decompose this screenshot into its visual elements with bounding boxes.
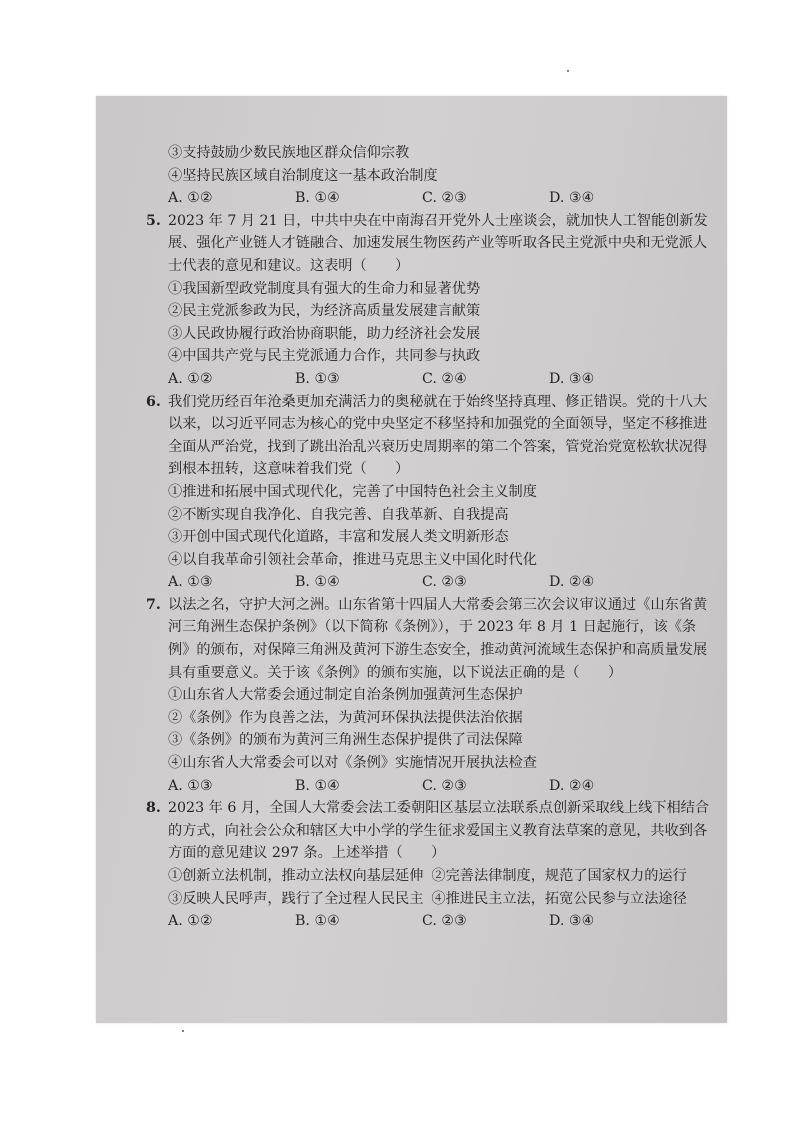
q6-choice-b: B. ①④: [295, 574, 340, 591]
q5-choice-c: C. ②④: [422, 370, 467, 387]
statement-item: ②民主党派参政为民，为经济高质量发展建言献策: [168, 303, 481, 320]
question-6: [146, 391, 716, 481]
q8-choices: [146, 910, 716, 933]
statement-item: ④中国共产党与民主党派通力合作，共同参与执政: [168, 348, 481, 365]
scan-speck: [567, 70, 569, 72]
question-number: 7.: [146, 596, 161, 613]
exam-content: [146, 142, 716, 933]
question-stem: 以法之名，守护大河之洲。山东省第十四届人大常委会第三次会议审议通过《山东省黄河三角洲生态保护条例》（以下简称《条例》），于 2023 年 8 月 1 日起施行，该《条例》的颁布，对保障三角洲及黄河下游生态安全，推动黄河流域生态保护和高质量发展具有重要意义。关于该《条例》的颁布实施，以下说法正确的是（ ）: [168, 596, 708, 681]
q7-choice-c: C. ②③: [422, 777, 467, 794]
statement-pair: [146, 888, 716, 911]
q5-choice-d: D. ③④: [549, 370, 595, 387]
q8-choice-d: D. ③④: [549, 913, 595, 930]
q7-choices: [146, 775, 716, 798]
q8-choice-c: C. ②③: [422, 913, 467, 930]
statement-item: ②不断实现自我净化、自我完善、自我革新、自我提高: [168, 506, 509, 523]
question-number: 5.: [146, 212, 161, 229]
statement-item: ③《条例》的颁布为黄河三角洲生态保护提供了司法保障: [168, 732, 523, 749]
q4-choices: [146, 187, 716, 210]
statement-pair: [146, 865, 716, 888]
q4-choice-b: B. ①④: [295, 190, 340, 207]
scan-speck: [182, 1030, 184, 1032]
q4-choice-a: A. ①②: [168, 190, 213, 207]
statement-item: ②完善法律制度，规范了国家权力的运行: [431, 868, 687, 884]
statement-item: ③开创中国式现代化道路，丰富和发展人类文明新形态: [168, 529, 509, 546]
question-8: [146, 797, 716, 865]
statement-item: ④以自我革命引领社会革命，推进马克思主义中国化时代化: [168, 551, 537, 568]
q8-choice-b: B. ①④: [295, 913, 340, 930]
q4-choice-d: D. ③④: [549, 190, 595, 207]
question-7: [146, 594, 716, 684]
statement-item: ②《条例》作为良善之法，为黄河环保执法提供法治依据: [168, 709, 523, 726]
statement-item: ①推进和拓展中国式现代化，完善了中国特色社会主义制度: [168, 483, 537, 500]
question-number: 8.: [146, 800, 161, 817]
q8-choice-a: A. ①②: [168, 913, 213, 930]
exam-page-photo: [96, 96, 727, 1023]
q7-choice-d: D. ②④: [549, 777, 595, 794]
q4-choice-c: C. ②③: [422, 190, 467, 207]
q6-choices: [146, 571, 716, 594]
q5-choice-a: A. ①②: [168, 370, 213, 387]
q6-choice-c: C. ②③: [422, 574, 467, 591]
question-stem: 2023 年 7 月 21 日，中共中央在中南海召开党外人士座谈会，就加快人工智能创新发展、强化产业链人才链融合、加速发展生物医药产业等听取各民主党派中央和无党派人士代表的意见和建议。这表明（ ）: [168, 212, 708, 274]
statement-item: ①我国新型政党制度具有强大的生命力和显著优势: [168, 280, 481, 297]
q7-choice-b: B. ①④: [295, 777, 340, 794]
statement-item: ①山东省人大常委会通过制定自治条例加强黄河生态保护: [168, 687, 523, 704]
statement-item: ③人民政协履行政治协商职能，助力经济社会发展: [168, 325, 481, 342]
question-5: [146, 210, 716, 278]
q6-choice-d: D. ②④: [549, 574, 595, 591]
statement-item: ④推进民主立法，拓宽公民参与立法途径: [431, 890, 687, 907]
statement-item: ④山东省人大常委会可以对《条例》实施情况开展执法检查: [168, 755, 537, 772]
q4-option-item-3: ③支持鼓励少数民族地区群众信仰宗教: [168, 145, 410, 161]
question-stem: 2023 年 6 月，全国人大常委会法工委朝阳区基层立法联系点创新采取线上线下相结合的方式，向社会公众和辖区大中小学的学生征求爱国主义教育法草案的意见，共收到各方面的意见建议 297 条。上述举措（ ）: [168, 800, 710, 862]
q6-choice-a: A. ①③: [168, 574, 213, 591]
q7-choice-a: A. ①③: [168, 777, 213, 794]
q5-choice-b: B. ①③: [295, 370, 340, 387]
q4-option-item-4: ④坚持民族区域自治制度这一基本政治制度: [168, 167, 438, 184]
statement-item: ③反映人民呼声，践行了全过程人民民主: [168, 890, 424, 907]
q5-choices: [146, 368, 716, 391]
question-number: 6.: [146, 393, 161, 410]
question-stem: 我们党历经百年沧桑更加充满活力的奥秘就在于始终坚持真理、修正错误。党的十八大以来，以习近平同志为核心的党中央坚定不移坚持和加强党的全面领导，坚定不移推进全面从严治党，找到了跳出治乱兴衰历史周期率的第二个答案，管党治党宽松软状况得到根本扭转，这意味着我们党（ ）: [168, 393, 708, 478]
statement-item: ①创新立法机制，推动立法权向基层延伸: [168, 868, 424, 884]
